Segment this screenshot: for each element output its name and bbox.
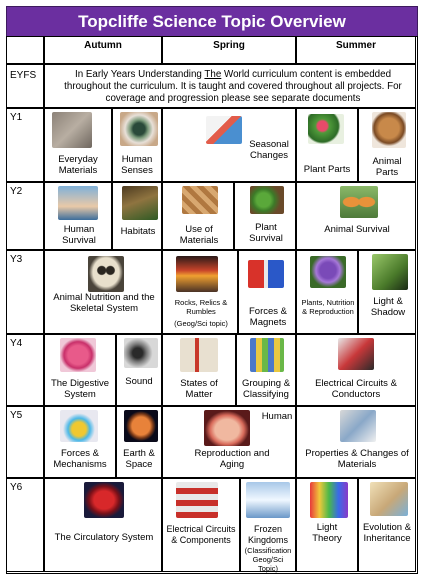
topic-sound: Sound — [125, 376, 153, 387]
header-blank — [6, 36, 44, 64]
digestive-image — [60, 338, 96, 372]
ice-image — [246, 482, 290, 518]
topic-circulatory-system: The Circulatory System — [54, 532, 154, 543]
header-summer-cell — [296, 36, 416, 64]
topic-plant-parts: Plant Parts — [303, 164, 351, 175]
materials-image — [182, 186, 218, 214]
year-y5: Y5 — [10, 410, 23, 421]
dog-image — [372, 112, 406, 148]
header-summer: Summer — [335, 40, 376, 51]
topic-grouping-classifying: Grouping & Classifying — [241, 378, 291, 400]
grouping-image — [250, 338, 284, 372]
topic-human-senses: Human Senses — [121, 154, 153, 176]
planet-image — [124, 410, 158, 442]
topic-earth-space: Earth & Space — [123, 448, 155, 470]
topic-plants-nutrition-reproduction: Plants, Nutrition & Reproduction — [301, 298, 355, 316]
topic-habitats: Habitats — [120, 226, 156, 237]
topic-properties-changes-materials: Properties & Changes of Materials — [305, 448, 409, 470]
rocks-image — [52, 112, 92, 148]
topic-evolution-inheritance: Evolution & Inheritance — [362, 522, 412, 544]
topic-human-survival: Human Survival — [62, 224, 96, 246]
topic-forces-mechanisms: Forces & Mechanisms — [53, 448, 107, 470]
properties-image — [340, 410, 376, 442]
topic-overview-sheet — [6, 6, 418, 574]
seedling-image — [250, 186, 284, 214]
thermometer-image — [180, 338, 218, 372]
seasons-image — [206, 116, 242, 144]
speaker-image — [124, 338, 158, 368]
topic-electrical-circuits-components: Electrical Circuits & Components — [166, 524, 236, 545]
year-y1: Y1 — [10, 112, 23, 123]
topic-light-shadow: Light & Shadow — [370, 296, 406, 318]
topic-plant-survival: Plant Survival — [249, 222, 283, 244]
circuit-image — [338, 338, 374, 370]
header-autumn: Autumn — [84, 40, 122, 51]
page-title: Topcliffe Science Topic Overview — [6, 6, 418, 37]
topic-frozen-kingdoms-note: (Classification Geog/Sci Topic) — [244, 546, 292, 573]
topic-light-theory: Light Theory — [312, 522, 342, 544]
topic-animal-survival: Animal Survival — [324, 224, 390, 235]
header-spring: Spring — [213, 40, 245, 51]
volcano-image — [176, 256, 218, 292]
year-y4: Y4 — [10, 338, 23, 349]
topic-seasonal-changes: Seasonal Changes — [249, 139, 289, 161]
topic-everyday-materials: Everyday Materials — [58, 154, 98, 176]
baby-image — [204, 410, 250, 446]
header-autumn-cell — [44, 36, 162, 64]
prism-image — [310, 482, 348, 518]
evolution-image — [370, 482, 408, 516]
components-image — [176, 482, 218, 518]
eyfs-label: EYFS — [10, 70, 37, 81]
skull-image — [88, 256, 124, 292]
topic-animal-nutrition-skeletal: Animal Nutrition and the Skeletal System — [53, 292, 155, 314]
topic-forces-magnets: Forces & Magnets — [248, 306, 287, 328]
topic-use-of-materials: Use of Materials — [179, 224, 219, 246]
topic-rocks-relics-rumbles: Rocks, Relics & Rumbles — [174, 298, 228, 316]
topic-human-label: Human — [261, 411, 293, 422]
plant-image — [308, 114, 344, 144]
topic-frozen-kingdoms: Frozen Kingdoms — [247, 524, 289, 545]
year-y3: Y3 — [10, 254, 23, 265]
eyfs-description: In Early Years Understanding The World curriculum content is embedded throughout the curriculum. It is taught and covered throughout all projects. For coverage and progression please see separate documents — [64, 69, 402, 104]
topic-electrical-circuits-conductors: Electrical Circuits & Conductors — [315, 378, 397, 400]
flower-image — [310, 256, 346, 288]
butterfly-image — [340, 186, 378, 218]
header-spring-cell — [162, 36, 296, 64]
eye-image — [120, 112, 158, 146]
habitat-image — [122, 186, 158, 220]
forces-image — [60, 410, 98, 442]
year-y6: Y6 — [10, 482, 23, 493]
magnet-image — [248, 260, 284, 288]
child-image — [58, 186, 98, 220]
year-y2: Y2 — [10, 186, 23, 197]
topic-digestive-system: The Digestive System — [50, 378, 110, 400]
topic-animal-parts: Animal Parts — [372, 156, 402, 178]
topic-reproduction-aging: Reproduction and Aging — [194, 448, 270, 470]
heart-image — [84, 482, 124, 518]
shadow-image — [372, 254, 408, 290]
topic-rocks-geog-note: (Geog/Sci topic) — [174, 319, 228, 328]
topic-states-of-matter: States of Matter — [180, 378, 218, 400]
